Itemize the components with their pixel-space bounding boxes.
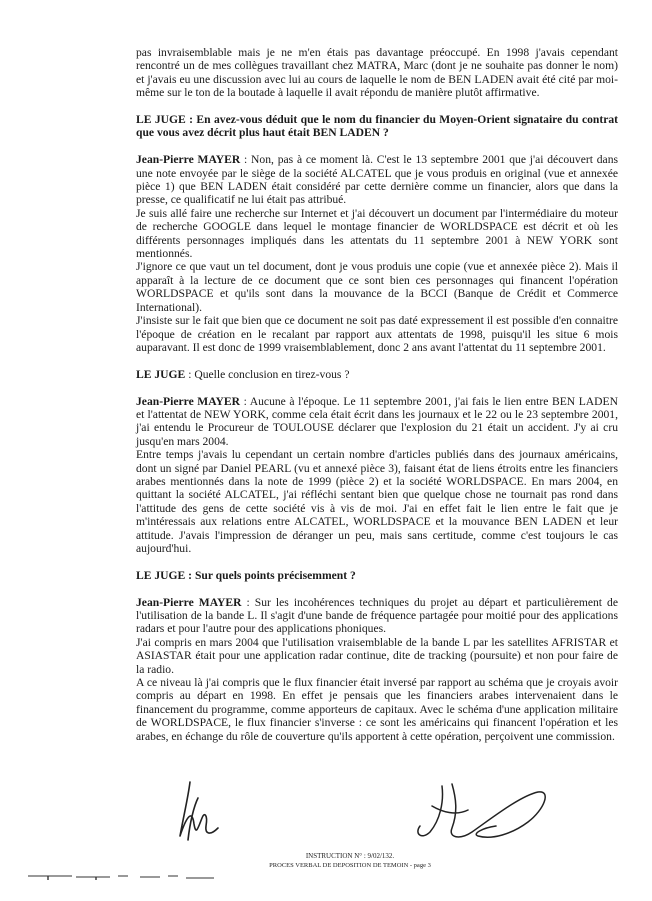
answer-2-paragraph-1 <box>136 395 618 449</box>
speaker-name: Jean-Pierre MAYER <box>136 394 241 408</box>
answer-3-paragraph-2: J'ai compris en mars 2004 que l'utilisation vraisemblable de la bande L par les satellites AFRISTAR et ASIASTAR était pour une application radar continue, dite de tracking (poursuite) et non pour faire de la radio. <box>136 635 618 676</box>
speaker-name: Jean-Pierre MAYER <box>136 595 242 609</box>
answer-1-paragraph-1 <box>136 153 618 207</box>
answer-1-paragraph-3: J'ignore ce que vaut un tel document, dont je vous produis une copie (vue et annexée pièce 2). Mais il apparaît à la lecture de ce document que ce sont bien ces personnages qui financent l'opération WORLDSPACE et qu'ils sont dans la mouvance de la BCCI (Banque de Crédit et Commerce International). <box>136 260 618 314</box>
answer-text: : Aucune à l'époque. Le 11 septembre 2001, j'ai fais le lien entre BEN LADEN et l'attentat de NEW YORK, comme cela était écrit dans les journaux et le 22 ou le 23 septembre 2001, j'ai entendu le Procureur de TOULOUSE déclarer que l'explosion du 21 était un accident. J'y ai cru jusqu'en mars 2004. <box>136 394 618 448</box>
instruction-number: INSTRUCTION N° : 9/02/132. <box>305 852 395 860</box>
answer-3-paragraph-1 <box>136 596 618 636</box>
signature-right <box>412 776 562 856</box>
answer-text: : Non, pas à ce moment là. C'est le 13 septembre 2001 que j'ai découvert dans une note envoyée par le siège de la société ALCATEL que je vous produis en original (vue et annexée pièce 1) que BEN LADEN était considéré par cette dernière comme un financier, alors que dans la presse, ce qualificatif ne lui était pas attribué. <box>136 153 618 207</box>
proces-verbal-label: PROCES VERBAL DE DEPOSITION DE TEMOIN - page 3 <box>269 862 431 869</box>
signature-left <box>168 778 238 848</box>
page-footer <box>220 852 480 870</box>
judge-question-2 <box>136 368 618 381</box>
answer-text: : Sur les incohérences techniques du projet au départ et particulièrement de l'utilisation de la bande L. Il s'agit d'une bande de fréquence partagée pour moitié pour des applications radars et pour l'autre pour des applications phoniques. <box>136 595 618 636</box>
answer-3-paragraph-3: A ce niveau là j'ai compris que le flux financier était inversé par rapport au schéma que je croyais avoir compris au départ en 1998. En effet je pensais que les financiers arabes intervenaient dans le financement du programme, comme apporteurs de capitaux. Avec le schéma d'une application militaire de WORLDSPACE, le flux financier s'inverse : ce sont les américains qui financent l'opération et les arabes, en échange du rôle de couverture qu'ils apportent à cette opération, perçoivent une commission. <box>136 676 618 743</box>
question-text: : Quelle conclusion en tirez-vous ? <box>185 367 350 381</box>
speaker-name: LE JUGE <box>136 367 186 381</box>
paragraph-intro: pas invraisemblable mais je ne m'en étais pas davantage préoccupé. En 1998 j'avais cependant rencontré un de mes collègues travaillant chez MATRA, Marc (dont je ne souhaite pas donner le nom) et j'avais eu une discussion avec lui au cours de laquelle le nom de BEN LADEN avait été cité par moi-même sur le ton de la boutade à laquelle il avait répondu de manière plutôt affirmative. <box>136 46 618 100</box>
judge-question-1: LE JUGE : En avez-vous déduit que le nom du financier du Moyen-Orient signataire du contrat que vous avez décrit plus haut était BEN LADEN ? <box>136 113 618 140</box>
answer-1-paragraph-4: J'insiste sur le fait que bien que ce document ne soit pas daté expressement il est possible d'en connaitre l'époque de création en le recalant par rapport aux attentats de 1998, puisqu'il les situe 6 mois auparavant. Il est donc de 1999 vraisemblablement, donc 2 ans avant l'attentat du 11 septembre 2001. <box>136 314 618 354</box>
answer-2-paragraph-2: Entre temps j'avais lu cependant un certain nombre d'articles publiés dans des journaux américains, dont un signé par Daniel PEARL (vu et annexé pièce 3), faisant état de liens étroits entre les financiers arabes mentionnés dans la note de 1999 (pièce 2) et la société WORLDSPACE. En mars 2004, en quittant la société ALCATEL, j'ai réfléchi sentant bien que quelque chose ne tournait pas rond dans l'attitude des gens de cette société vis à vis de moi. J'ai en effet fait le lien entre le fait que je m'intéressais aux relations entre ALCATEL, WORLDSPACE et la mouvance BEN LADEN et leur attitude. J'avais l'impression de déranger un peu, mais sans certitude, comme c'est toujours le cas aujourd'hui. <box>136 448 618 555</box>
answer-1-paragraph-2: Je suis allé faire une recherche sur Internet et j'ai découvert un document par l'intermédiaire du moteur de recherche GOOGLE dans lequel le montage financier de WORLDSPACE est décrit et où les différents personnages impliqués dans les attentats du 11 septembre 2001 à NEW YORK sont mentionnés. <box>136 206 618 261</box>
judge-question-3: LE JUGE : Sur quels points précisemment ? <box>136 568 356 582</box>
scan-edge-marks <box>0 870 652 890</box>
document-body <box>136 46 618 743</box>
speaker-name: Jean-Pierre MAYER <box>136 153 241 167</box>
